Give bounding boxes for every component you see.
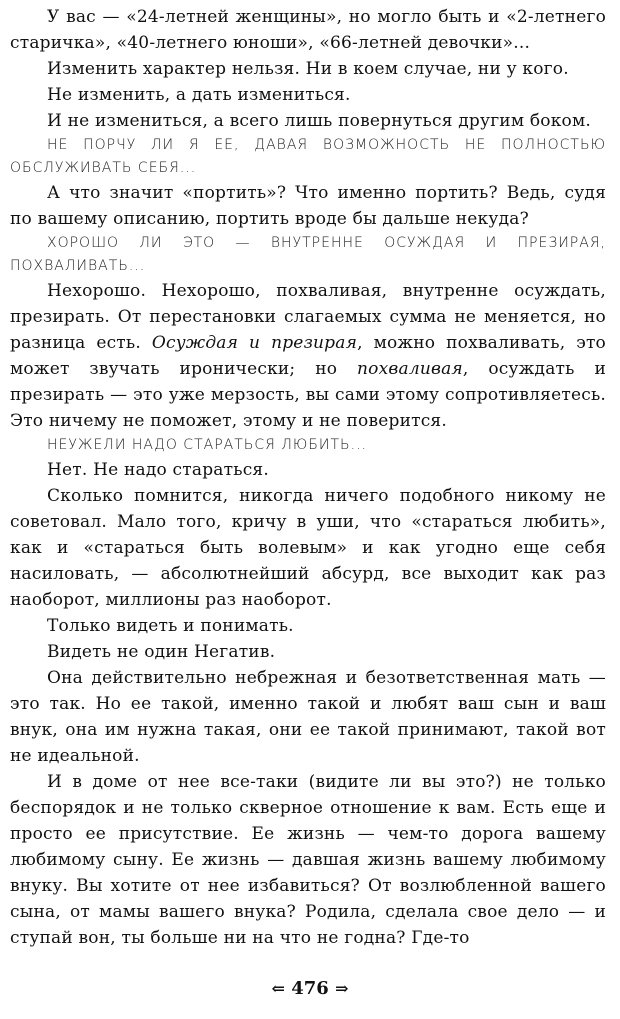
text-run: , можно похваливать, это может звучать иронически; но: [10, 333, 606, 379]
italic-phrase: похваливая: [357, 359, 463, 379]
page-number: 476: [291, 978, 329, 999]
text-run: Нехорошо. Нехорошо, похваливая, внутренне осуждать, презирать. От перестановки слагаемых сумма не меняется, но разница есть.: [10, 281, 606, 353]
body-paragraph: Изменить характер нельзя. Ни в коем случае, ни у кого.: [47, 59, 569, 79]
body-paragraph: Не изменить, а дать измениться.: [47, 85, 351, 105]
left-arrow-icon: ⇐: [271, 979, 285, 998]
text-run: , осуждать и презирать — это уже мерзость, вы сами этому сопротивляетесь. Это ничему не поможет, этому и не поверится.: [10, 359, 606, 431]
body-paragraph: Только видеть и понимать.: [47, 616, 294, 636]
body-paragraph: Видеть не один Негатив.: [47, 642, 276, 662]
italic-phrase: Осуждая и презирая: [151, 333, 358, 353]
page-footer: [0, 978, 620, 999]
body-paragraph: А что значит «портить»? Что именно портить? Ведь, судя по вашему описанию, портить вроде бы дальше некуда?: [10, 183, 606, 229]
body-paragraph: У вас — «24-летней женщины», но могло быть и «2-летнего старичка», «40-летнего юноши», «66-летней девочки»...: [10, 7, 606, 53]
body-paragraph: Нет. Не надо стараться.: [47, 460, 269, 480]
question-heading: НЕУЖЕЛИ НАДО СТАРАТЬСЯ ЛЮБИТЬ...: [47, 437, 367, 453]
body-paragraph: И в доме от нее все-таки (видите ли вы это?) не только беспорядок и не только скверное отношение к вам. Есть еще и просто ее присутствие. Ее жизнь — чем-то дорога вашему любимому сыну. Ее жизнь — давшая жизнь вашему любимому внуку. Вы хотите от нее избавиться? От возлюбленной вашего сына, от мамы вашего внука? Родила, сделала свое дело — и ступай вон, ты больше ни на что не годна? Где-то: [10, 772, 606, 948]
body-paragraph: Сколько помнится, никогда ничего подобного никому не советовал. Мало того, кричу в уши, что «стараться любить», как и «стараться быть волевым» и как угодно еще себя насиловать, — абсолютнейший абсурд, все выходит как раз наоборот, миллионы раз наоборот.: [10, 486, 606, 610]
page-body: [10, 4, 606, 951]
body-paragraph: Она действительно небрежная и безответственная мать — это так. Но ее такой, именно такой и любят ваш сын и ваш внук, она им нужна такая, они ее такой принимают, такой вот не идеальной.: [10, 668, 606, 766]
body-paragraph: И не измениться, а всего лишь повернуться другим боком.: [47, 111, 592, 131]
question-heading: НЕ ПОРЧУ ЛИ Я ЕЕ, ДАВАЯ ВОЗМОЖНОСТЬ НЕ ПОЛНОСТЬЮ ОБСЛУЖИВАТЬ СЕБЯ...: [10, 137, 606, 176]
body-paragraph: [10, 278, 606, 434]
right-arrow-icon: ⇒: [335, 979, 349, 998]
question-heading: ХОРОШО ЛИ ЭТО — ВНУТРЕННЕ ОСУЖДАЯ И ПРЕЗИРАЯ, ПОХВАЛИВАТЬ...: [10, 235, 606, 274]
